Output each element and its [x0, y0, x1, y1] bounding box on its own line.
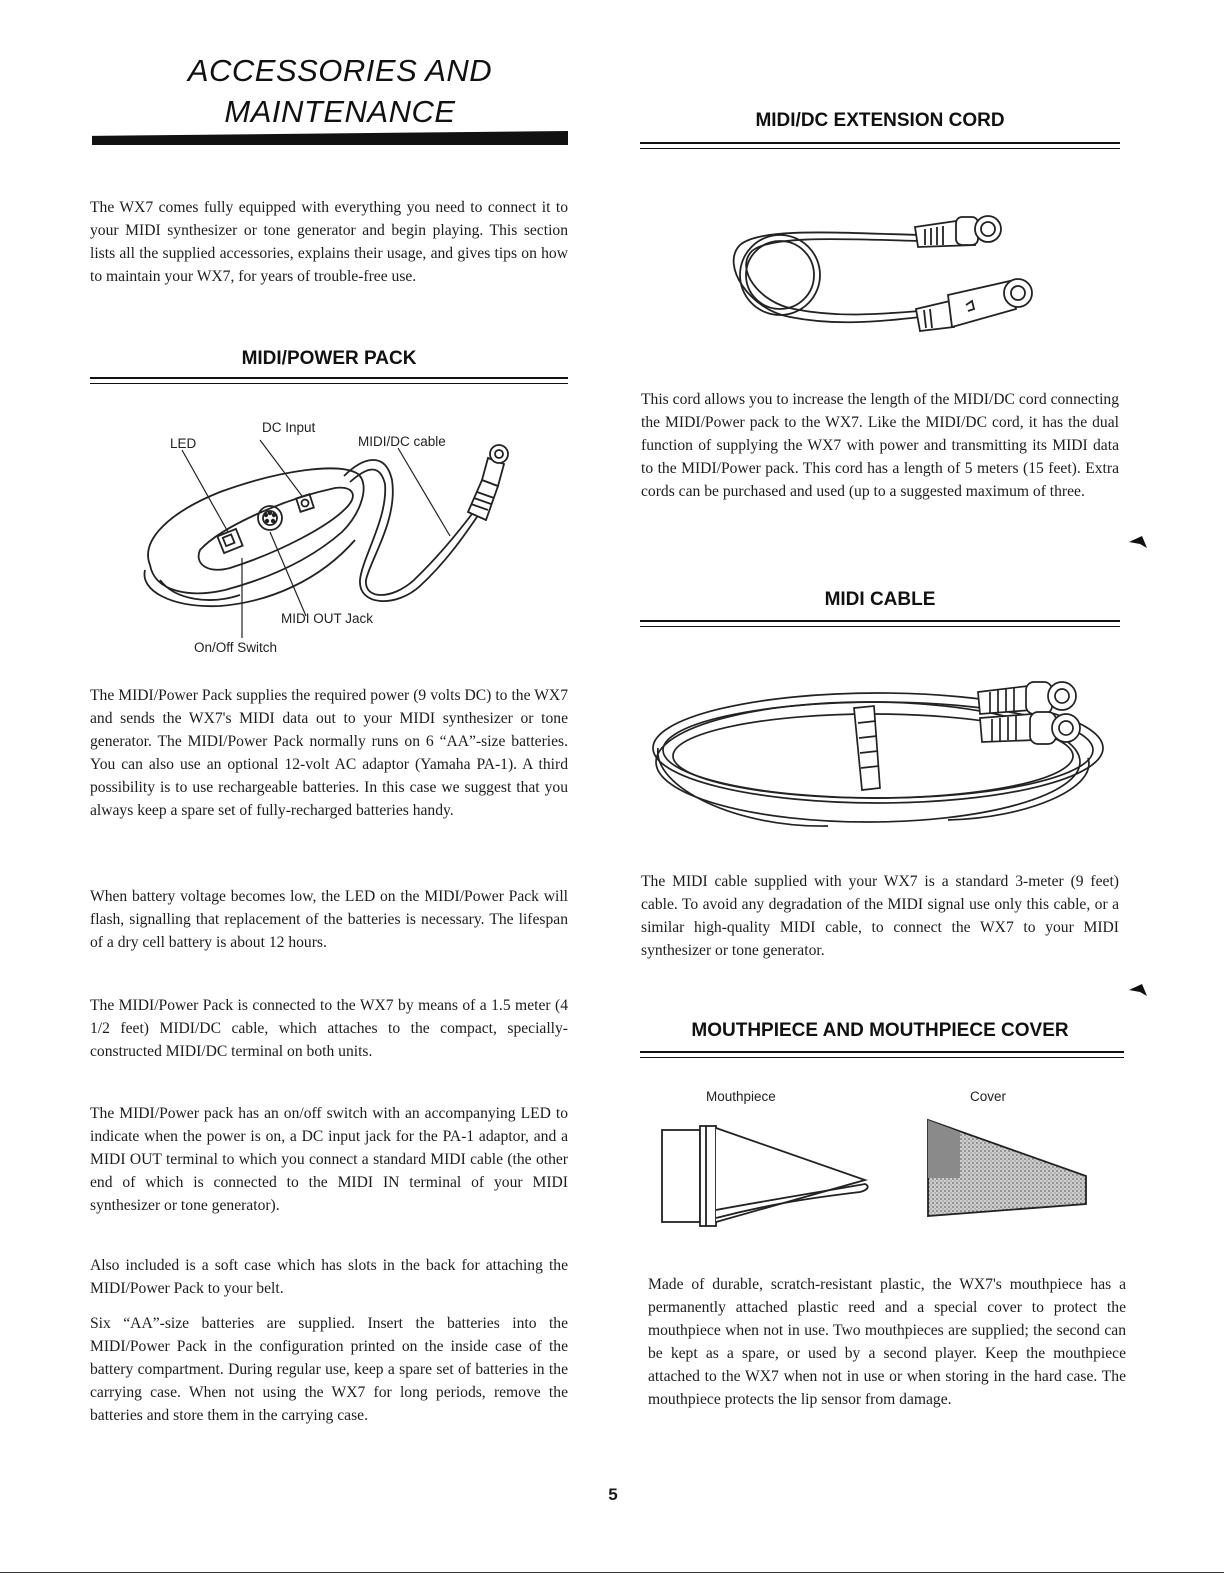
margin-arrow-icon	[1128, 982, 1148, 998]
label-mouthpiece: Mouthpiece	[706, 1089, 776, 1104]
extension-cord-rule-1	[640, 142, 1120, 144]
mouthpiece-rule-2	[640, 1057, 1124, 1058]
mouthpiece-illustration	[660, 1118, 1100, 1228]
midi-cable-illustration	[648, 678, 1108, 838]
midi-cable-paragraph: The MIDI cable supplied with your WX7 is a standard 3-meter (9 feet) cable. To avoid any degradation of the MIDI signal use only this cable, or a similar high-quality MIDI cable, to connect the WX7 to your MIDI synthesizer or tone generator.	[641, 873, 1119, 959]
midi-power-pack-heading: MIDI/POWER PACK	[241, 348, 417, 369]
midi-cable-rule-1	[640, 620, 1120, 622]
extension-cord-illustration	[720, 205, 1050, 345]
label-midi-out-jack: MIDI OUT Jack	[281, 611, 374, 626]
extension-cord-rule-2	[640, 148, 1120, 149]
mouthpiece-heading: MOUTHPIECE AND MOUTHPIECE COVER	[691, 1020, 1069, 1041]
midi-power-pack-rule-2	[90, 383, 568, 384]
midi-cable-rule-2	[640, 626, 1120, 627]
midi-power-pack-illustration	[130, 440, 530, 640]
mouthpiece-paragraph: Made of durable, scratch-resistant plastic, the WX7's mouthpiece has a permanently attached plastic reed and a special cover to protect the mouthpiece when not in use. Two mouthpieces are supplied; the second can be kept as a spare, or used by a second player. Keep the mouthpiece attached to the WX7 when not in use or when storing in the hard case. The mouthpiece protects the lip sensor from damage.	[648, 1276, 1126, 1408]
page-title-line-1: ACCESSORIES AND	[187, 53, 493, 88]
label-midi-dc-cable: MIDI/DC cable	[358, 434, 446, 449]
page-title-line-2: MAINTENANCE	[224, 94, 456, 129]
midi-power-pack-rule-1	[90, 377, 568, 379]
label-dc-input: DC Input	[262, 420, 316, 435]
power-pack-paragraph-5: Also included is a soft case which has slots in the back for attaching the MIDI/Power Pack to your belt.	[90, 1257, 568, 1297]
bottom-scan-line	[0, 1572, 1224, 1573]
title-underline-bar	[92, 131, 568, 145]
extension-cord-paragraph: This cord allows you to increase the length of the MIDI/DC cord connecting the MIDI/Power pack to the WX7. Like the MIDI/DC cord, it has the dual function of supplying the WX7 with power and transmitting its MIDI data to the MIDI/Power pack. This cord has a length of 5 meters (15 feet). Extra cords can be purchased and used (up to a suggested maximum of three.	[641, 391, 1119, 500]
power-pack-paragraph-3: The MIDI/Power Pack is connected to the WX7 by means of a 1.5 meter (4 1/2 feet) MIDI/DC cable, which attaches to the compact, specially-constructed MIDI/DC terminal on both units.	[90, 997, 568, 1060]
intro-paragraph: The WX7 comes fully equipped with everything you need to connect it to your MIDI synthesizer or tone generator and begin playing. This section lists all the supplied accessories, explains their usage, and gives tips on how to maintain your WX7, for years of trouble-free use.	[90, 199, 568, 285]
page-title	[120, 50, 560, 132]
mouthpiece-rule-1	[640, 1051, 1124, 1053]
page-number: 5	[608, 1485, 618, 1504]
power-pack-paragraph-6: Six “AA”-size batteries are supplied. Insert the batteries into the MIDI/Power Pack in the configuration printed on the inside case of the battery compartment. During regular use, keep a spare set of batteries in the carrying case. When not using the WX7 for long periods, remove the batteries and store them in the carrying case.	[90, 1315, 568, 1424]
midi-cable-heading: MIDI CABLE	[824, 589, 936, 610]
power-pack-paragraph-1: The MIDI/Power Pack supplies the required power (9 volts DC) to the WX7 and sends the WX7's MIDI data out to your MIDI synthesizer or tone generator. The MIDI/Power Pack normally runs on 6 “AA”-size batteries. You can also use an optional 12-volt AC adaptor (Yamaha PA-1). A third possibility is to use rechargeable batteries. In this case we suggest that you always keep a spare set of fully-recharged batteries handy.	[90, 687, 568, 819]
label-led: LED	[170, 436, 197, 451]
label-cover: Cover	[970, 1089, 1007, 1104]
power-pack-paragraph-2: When battery voltage becomes low, the LED on the MIDI/Power Pack will flash, signalling that replacement of the batteries is necessary. The lifespan of a dry cell battery is about 12 hours.	[90, 888, 568, 951]
label-on-off-switch: On/Off Switch	[194, 640, 278, 655]
extension-cord-heading: MIDI/DC EXTENSION CORD	[755, 110, 1005, 131]
power-pack-paragraph-4: The MIDI/Power pack has an on/off switch with an accompanying LED to indicate when the power is on, a DC input jack for the PA-1 adaptor, and a MIDI OUT terminal to which you connect a standard MIDI cable (the other end of which is connected to the MIDI IN terminal of your MIDI synthesizer or tone generator).	[90, 1105, 568, 1214]
margin-arrow-icon	[1128, 534, 1148, 550]
